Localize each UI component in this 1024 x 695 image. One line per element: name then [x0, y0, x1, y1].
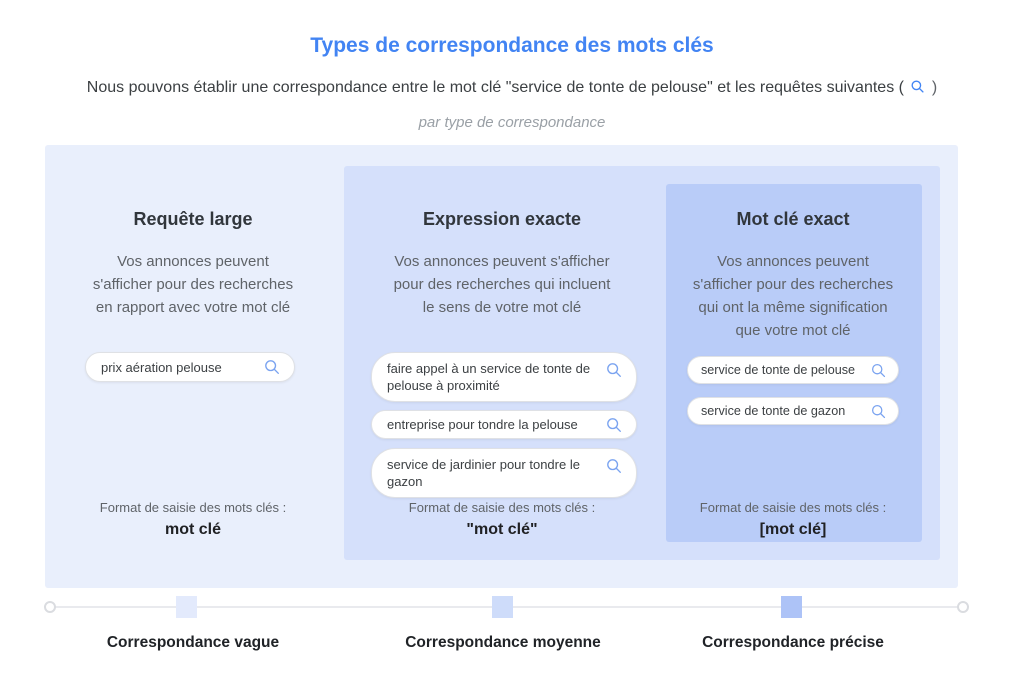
column-title-phrase: Expression exacte — [422, 209, 582, 229]
search-icon — [870, 362, 887, 379]
description-line: Vos annonces peuvent — [717, 253, 869, 270]
column-description-broad — [62, 250, 324, 319]
page-subtitle — [0, 79, 1024, 97]
search-query-text: service de jardinier pour tondre le gazon — [387, 457, 580, 489]
subtitle-text: Nous pouvons établir une correspondance entre le mot clé "service de tonte de pelouse" et les requêtes suivantes ( — [86, 79, 904, 96]
format-value-exact: [mot clé] — [759, 521, 827, 538]
description-line: qui ont la même signification — [698, 299, 888, 316]
scale-label-vague: Correspondance vague — [106, 634, 280, 651]
scale-marker-moyenne — [492, 596, 513, 618]
scale-marker-precise — [781, 596, 802, 618]
column-title-broad: Requête large — [133, 209, 253, 229]
format-label-broad: Format de saisie des mots clés : — [99, 500, 287, 515]
search-query-pill — [371, 352, 637, 402]
search-icon — [263, 358, 281, 376]
search-icon — [870, 403, 887, 420]
description-line: Vos annonces peuvent s'afficher — [394, 253, 610, 270]
description-line: pour des recherches qui incluent — [393, 276, 611, 293]
scale-endpoint-left — [44, 601, 56, 613]
scale-label-moyenne: Correspondance moyenne — [405, 634, 601, 651]
search-icon — [910, 79, 925, 94]
search-query-pill — [687, 397, 899, 425]
scale-marker-vague — [176, 596, 197, 618]
search-query-text: prix aération pelouse — [101, 359, 222, 375]
description-line: s'afficher pour des recherches — [92, 276, 294, 293]
search-query-pill — [85, 352, 295, 382]
search-icon — [605, 457, 623, 475]
search-icon — [605, 416, 623, 434]
search-query-pill — [371, 448, 637, 498]
search-query-text: faire appel à un service de tonte de pelouse à proximité — [387, 361, 591, 393]
column-description-phrase — [357, 250, 647, 319]
description-line: le sens de votre mot clé — [422, 299, 582, 316]
scale-endpoint-right — [957, 601, 969, 613]
search-query-text: entreprise pour tondre la pelouse — [387, 417, 578, 432]
column-title-exact: Mot clé exact — [736, 209, 850, 229]
description-line: Vos annonces peuvent — [117, 253, 269, 270]
search-query-text: service de tonte de gazon — [701, 403, 846, 418]
scale-label-precise: Correspondance précise — [702, 634, 884, 651]
format-value-phrase: "mot clé" — [466, 521, 538, 538]
column-description-exact — [668, 250, 918, 342]
search-query-text: service de tonte de pelouse — [701, 362, 856, 377]
subtitle-close-paren: ) — [931, 79, 938, 96]
tagline: par type de correspondance — [418, 114, 606, 131]
description-line: que votre mot clé — [735, 322, 851, 339]
description-line: en rapport avec votre mot clé — [95, 299, 291, 316]
search-query-pill — [687, 356, 899, 384]
format-label-exact: Format de saisie des mots clés : — [699, 500, 887, 515]
format-label-phrase: Format de saisie des mots clés : — [408, 500, 596, 515]
search-query-pill — [371, 410, 637, 439]
description-line: s'afficher pour des recherches — [692, 276, 894, 293]
page-title: Types de correspondance des mots clés — [310, 34, 714, 57]
search-icon — [605, 361, 623, 379]
format-value-broad: mot clé — [164, 521, 221, 538]
